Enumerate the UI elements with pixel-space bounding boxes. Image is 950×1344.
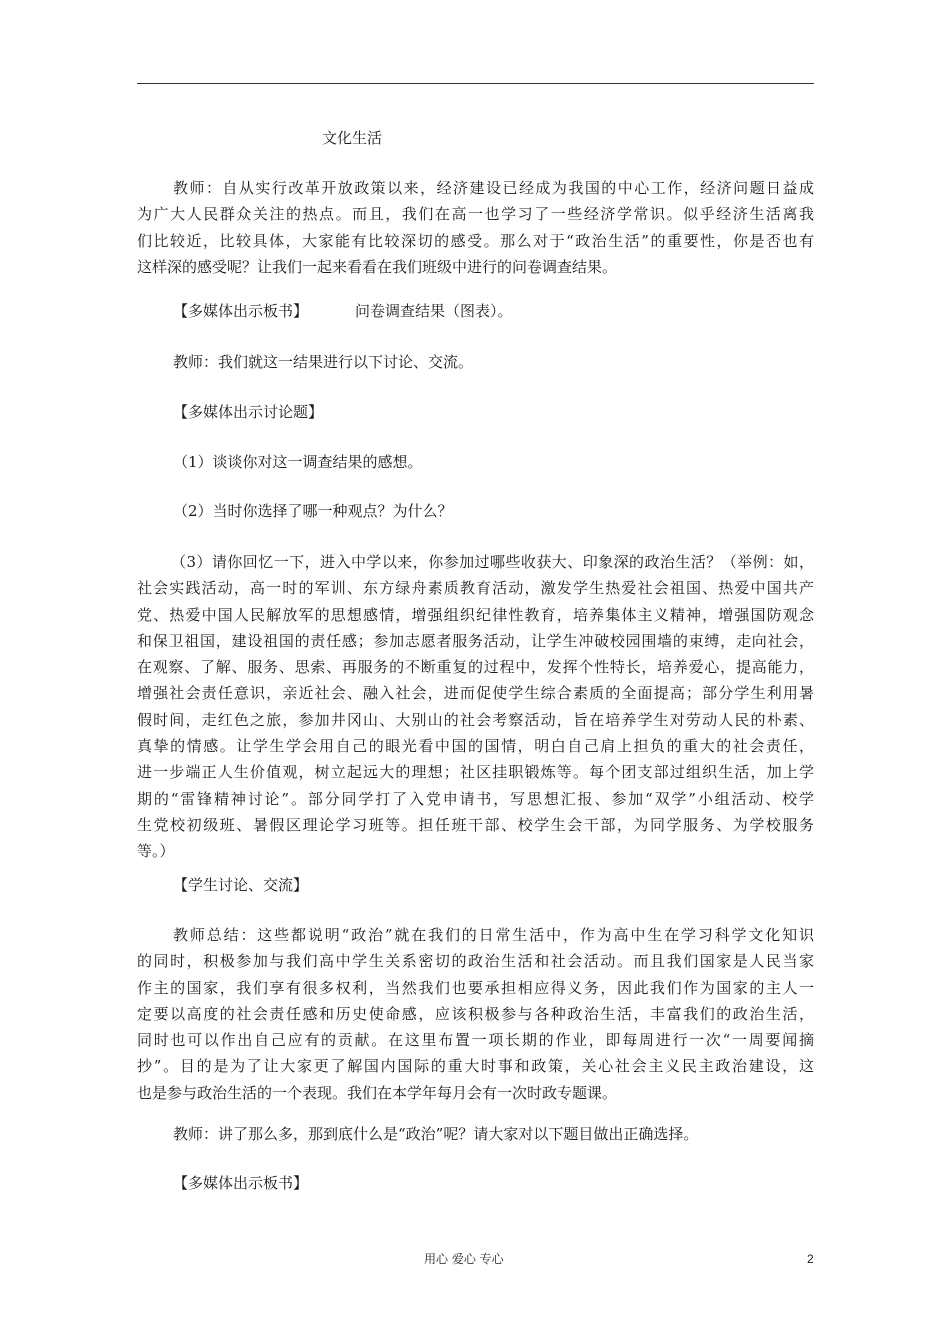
text-line: 增强社会责任意识，亲近社会、融入社会，进而促使学生综合素质的全面提高；部分学生利用暑: [137, 684, 814, 703]
text-line: 生党校初级班、暑假区理论学习班等。担任班干部、校学生会干部，为同学服务、为学校服务: [137, 815, 814, 834]
text-line: 这样深的感受呢？让我们一起来看看在我们班级中进行的问卷调查结果。: [137, 257, 618, 276]
text-line: 在观察、了解、服务、思索、再服务的不断重复的过程中，发挥个性特长，培养爱心，提高能力，: [137, 658, 814, 677]
text-line: 期的“雷锋精神讨论”。部分同学打了入党申请书，写思想汇报、参加“双学”小组活动、校学: [137, 789, 814, 808]
text-line: 社会实践活动，高一时的军训、东方绿舟素质教育活动，激发学生热爱社会祖国、热爱中国共产: [137, 579, 814, 598]
teacher-question-line: 教师：讲了那么多，那到底什么是“政治”呢？请大家对以下题目做出正确选择。: [173, 1125, 699, 1143]
header-rule: [137, 83, 814, 84]
board-content: 问卷调查结果（图表）。: [355, 302, 513, 320]
question-2: （2）当时你选择了哪一种观点？为什么？: [173, 502, 453, 520]
question-1: （1）谈谈你对这一调查结果的感想。: [173, 453, 423, 471]
text-line: 同时也可以作出自己应有的贡献。在这里布置一项长期的作业，即每周进行一次“一周要闻摘: [137, 1031, 814, 1050]
discussion-tag: 【多媒体出示讨论题】: [173, 403, 324, 421]
text-line: 教师：自从实行改革开放政策以来，经济建设已经成为我国的中心工作，经济问题日益成: [173, 179, 814, 197]
student-discussion-tag: 【学生讨论、交流】: [173, 876, 309, 894]
text-line: （3）请你回忆一下，进入中学以来，你参加过哪些收获大、印象深的政治生活？（举例：如，: [171, 553, 814, 571]
text-line: 真挚的情感。让学生学会用自己的眼光看中国的国情，明白自己肩上担负的重大的社会责任，: [137, 737, 814, 756]
paragraph-teacher-summary: [137, 922, 814, 1106]
board-tag: 【多媒体出示板书】: [173, 302, 309, 320]
footer-motto: 用心 爱心 专心: [424, 1252, 504, 1266]
paragraph-teacher-intro: [137, 175, 814, 280]
section-title: 文化生活: [322, 129, 383, 147]
page-number: 2: [807, 1252, 814, 1266]
board-tag-2: 【多媒体出示板书】: [173, 1174, 309, 1192]
text-line: 作主的国家，我们享有很多权利，当然我们也要承担相应得义务，因此我们作为国家的主人一: [137, 978, 814, 997]
question-3: [137, 549, 814, 865]
text-line: 进一步端正人生价值观，树立起远大的理想；社区挂职锻炼等。每个团支部过组织生活，加上学: [137, 763, 814, 782]
text-line: 们比较近，比较具体，大家能有比较深切的感受。那么对于“政治生活”的重要性，你是否也有: [137, 231, 814, 250]
text-line: 抄”。目的是为了让大家更了解国内国际的重大时事和政策，关心社会主义民主政治建设，这: [137, 1057, 814, 1076]
teacher-line: 教师：我们就这一结果进行以下讨论、交流。: [173, 353, 474, 371]
text-line: 等。）: [137, 842, 175, 861]
text-line: 也是参与政治生活的一个表现。我们在本学年每月会有一次时政专题课。: [137, 1083, 618, 1102]
text-line: 党、热爱中国人民解放军的思想感情，增强组织纪律性教育，培养集体主义精神，增强国防观念: [137, 605, 814, 624]
text-line: 教师总结：这些都说明“政治”就在我们的日常生活中，作为高中生在学习科学文化知识: [173, 926, 814, 944]
text-line: 为广大人民群众关注的热点。而且，我们在高一也学习了一些经济学常识。似乎经济生活离我: [137, 205, 814, 224]
text-line: 的同时，积极参加与我们高中学生关系密切的政治生活和社会活动。而且我们国家是人民当家: [137, 952, 814, 971]
text-line: 和保卫祖国，建设祖国的责任感；参加志愿者服务活动，让学生冲破校园围墙的束缚，走向社会，: [137, 631, 814, 650]
text-line: 假时间，走红色之旅，参加井冈山、大别山的社会考察活动，旨在培养学生对劳动人民的朴素、: [137, 710, 814, 729]
text-line: 定要以高度的社会责任感和历史使命感，应该积极参与各种政治生活，丰富我们的政治生活，: [137, 1004, 814, 1023]
